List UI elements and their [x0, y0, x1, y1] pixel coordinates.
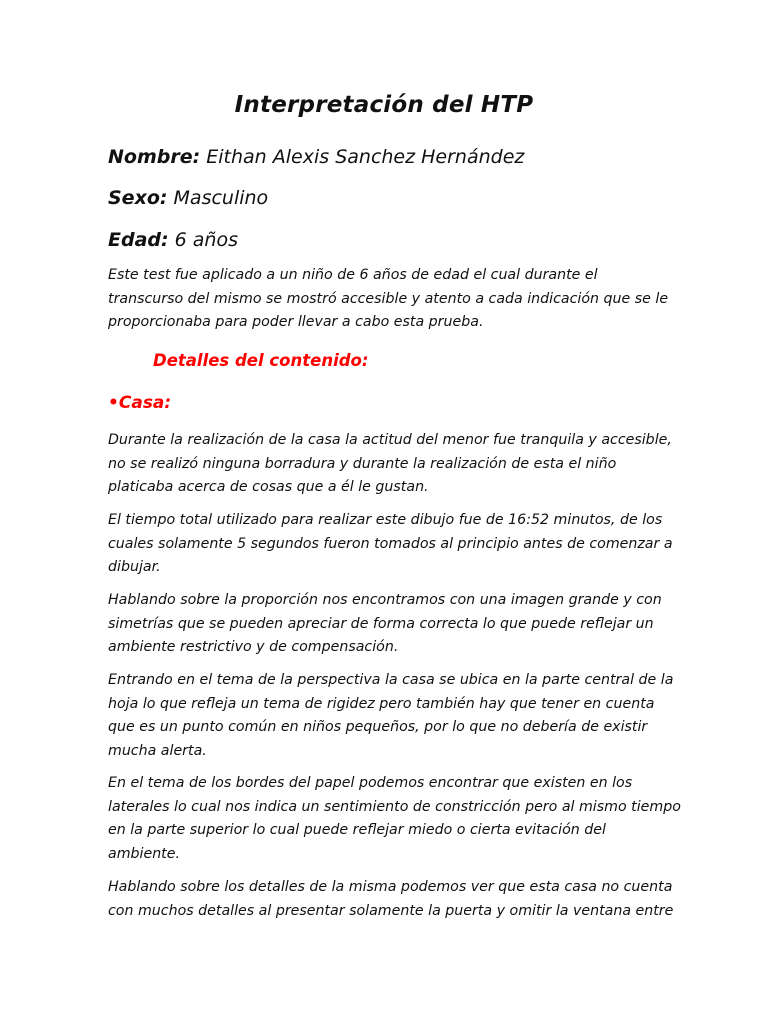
paragraph-perspective: [108, 669, 674, 763]
paragraph-line: que es un punto común en niños pequeños, por lo que no debería de existir: [108, 719, 648, 735]
age-field: [108, 229, 238, 251]
intro-line: proporcionaba para poder llevar a cabo esta prueba.: [108, 314, 484, 330]
section-title: Detalles del contenido:: [153, 351, 369, 370]
sex-label: Sexo:: [108, 187, 168, 209]
paragraph-line: con muchos detalles al presentar solamente la puerta y omitir la ventana entre: [108, 902, 674, 919]
age-value: 6 años: [174, 229, 238, 251]
paragraph-line: laterales lo cual nos indica un sentimiento de constricción pero al mismo tiempo: [108, 798, 681, 815]
paragraph-line: El tiempo total utilizado para realizar este dibujo fue de 16:52 minutos, de los: [108, 512, 663, 528]
intro-line: transcurso del mismo se mostró accesible y atento a cada indicación que se le: [108, 290, 669, 307]
intro-line: Este test fue aplicado a un niño de 6 años de edad el cual durante el: [108, 267, 598, 283]
paragraph-line: En el tema de los bordes del papel podemos encontrar que existen en los: [108, 775, 633, 791]
age-label: Edad:: [108, 229, 169, 251]
name-value: Eithan Alexis Sanchez Hernández: [206, 146, 525, 168]
paragraph-line: Entrando en el tema de la perspectiva la casa se ubica en la parte central de la: [108, 672, 674, 688]
paragraph-line: ambiente.: [108, 845, 180, 862]
sex-value: Masculino: [173, 187, 269, 209]
paragraph-line: Hablando sobre la proporción nos encontramos con una imagen grande y con: [108, 592, 662, 608]
paragraph-line: en la parte superior lo cual puede reflejar miedo o cierta evitación del: [108, 822, 606, 838]
paragraph-details: [108, 876, 674, 923]
paragraph-borders: [108, 772, 681, 866]
paragraph-line: platicaba acerca de cosas que a él le gustan.: [108, 479, 429, 495]
paragraph-line: cuales solamente 5 segundos fueron tomados al principio antes de comenzar a: [108, 535, 673, 552]
intro-paragraph: [108, 264, 668, 335]
name-field: [108, 146, 524, 168]
document-title: Interpretación del HTP: [234, 92, 534, 118]
bullet-title-casa: •Casa:: [108, 393, 172, 413]
paragraph-time: [108, 509, 673, 580]
sex-field: [108, 187, 268, 209]
paragraph-proportion: [108, 589, 668, 660]
paragraph-attitude: [108, 429, 672, 500]
name-label: Nombre:: [108, 146, 201, 168]
paragraph-line: mucha alerta.: [108, 742, 207, 759]
paragraph-line: no se realizó ninguna borradura y durante la realización de esta el niño: [108, 455, 617, 472]
paragraph-line: simetrías que se pueden apreciar de forma correcta lo que puede reflejar un: [108, 615, 654, 632]
paragraph-line: dibujar.: [108, 559, 161, 575]
paragraph-line: Hablando sobre los detalles de la misma podemos ver que esta casa no cuenta: [108, 879, 673, 895]
paragraph-line: hoja lo que refleja un tema de rigidez pero también hay que tener en cuenta: [108, 695, 655, 712]
paragraph-line: Durante la realización de la casa la actitud del menor fue tranquila y accesible,: [108, 432, 672, 448]
paragraph-line: ambiente restrictivo y de compensación.: [108, 639, 399, 655]
